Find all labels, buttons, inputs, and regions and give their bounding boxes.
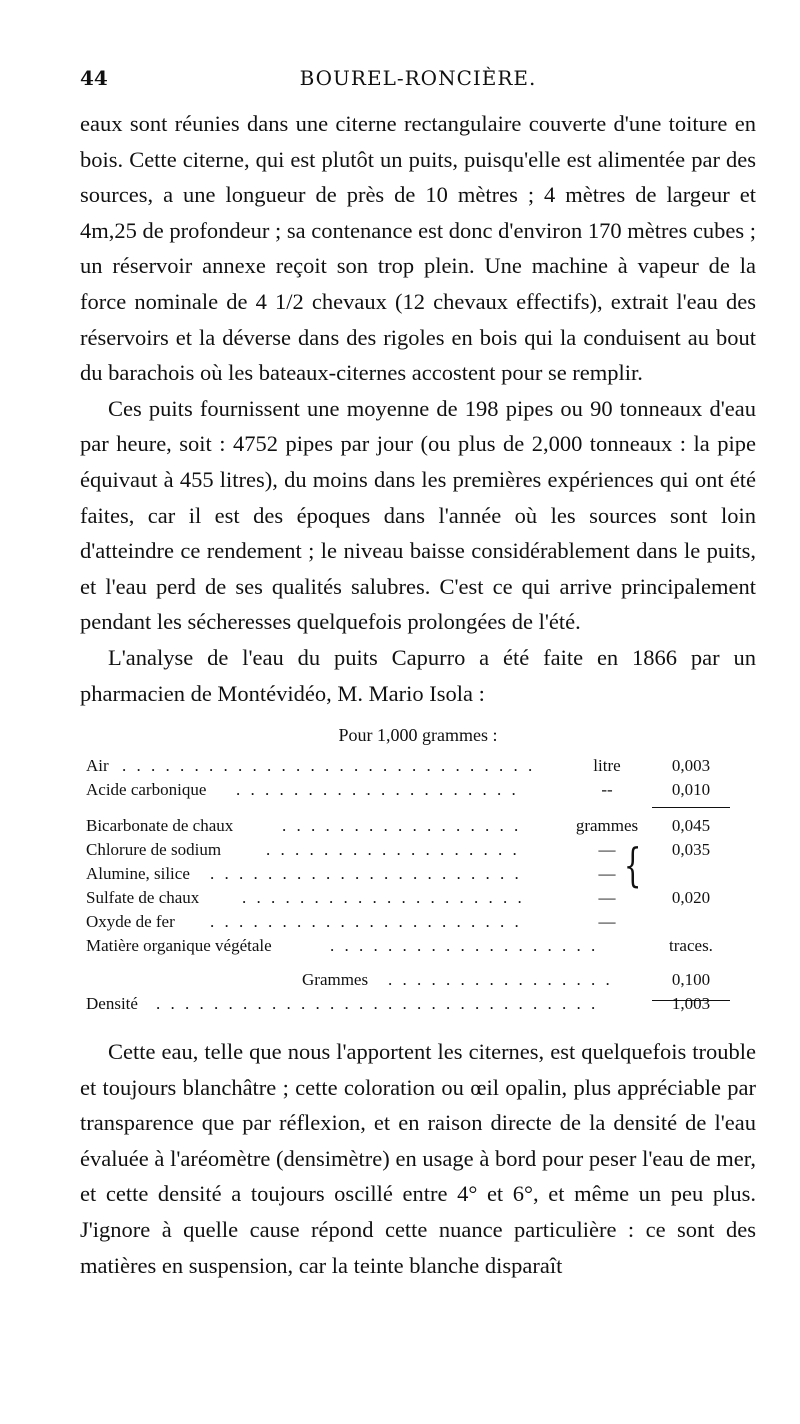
row-label: Acide carbonique xyxy=(86,780,207,800)
page-number: 44 xyxy=(80,66,108,90)
row-value: 0,010 xyxy=(671,780,711,800)
grouped-value: 0,020 xyxy=(671,888,711,908)
row-label: Matière organique végétale xyxy=(86,936,272,956)
running-head xyxy=(80,66,756,106)
sum-rule xyxy=(652,807,730,808)
row-unit: -- xyxy=(601,780,613,800)
paragraph-2: Ces puits fournissent une moyenne de 198 pipes ou 90 tonneaux d'eau par heure, soit : 4752 pipes par jour (ou plus de 2,000 tonneaux : la pipe équivaut à 455 litres), du moins dans les premières expériences qui ont été faites, car il est des époques dans l'année où les sources sont loin d'atteindre ce rendement ; le niveau baisse considérablement dans le puits, et l'eau perd de ses qualités salubres. C'est ce qui arrive principalement pendant les sécheresses quelquefois prolongées de l'été. xyxy=(80,395,756,635)
table-row xyxy=(86,910,746,934)
table-row xyxy=(86,934,746,958)
table-row xyxy=(86,814,746,838)
table-row xyxy=(86,886,746,910)
row-label: Air xyxy=(86,756,109,776)
row-label: Chlorure de sodium xyxy=(86,840,222,860)
page xyxy=(80,66,756,1283)
closing-paragraph: Cette eau, telle que nous l'apportent les citernes, est quelquefois trouble et toujours blanchâtre ; cette coloration ou œil opalin, plus appréciable par transparence que par réflexion, et en raison directe de la densité de l'eau évaluée à l'aréomètre (densimètre) en usage à bord pour peser l'eau de mer, et cette densité a toujours oscillé entre 4° et 6°, et même un peu plus. J'ignore à quelle cause répond cette nuance particulière : ce sont des matières en suspension, car la teinte blanche disparaît xyxy=(80,1039,756,1278)
table-row xyxy=(86,992,746,1016)
leader-dots: . . . . . . . . . . . . . . . . . . . xyxy=(330,936,599,956)
row-unit: litre xyxy=(593,756,621,776)
row-label: Densité xyxy=(86,994,138,1014)
row-unit: grammes xyxy=(575,816,639,836)
leader-dots: . . . . . . . . . . . . . . . . . . xyxy=(266,840,520,860)
row-label: Bicarbonate de chaux xyxy=(86,816,234,836)
leader-dots: . . . . . . . . . . . . . . . . xyxy=(388,970,613,990)
paragraph-1: eaux sont réunies dans une citerne rectangulaire couverte d'une toiture en bois. Cette citerne, qui est plutôt un puits, puisqu'elle est alimentée par des sources, a une longueur de près de 10 mètres ; 4 mètres de largeur et 4m,25 de profondeur ; sa contenance est donc d'environ 170 mètres cubes ; un réservoir annexe reçoit son trop plein. Une machine à vapeur de la force nominale de 4 1/2 chevaux (12 chevaux effectifs), extrait l'eau des réservoirs et la déverse dans des rigoles en bois qui la conduisent au bout du barachois où les bateaux-citernes accostent pour se remplir. xyxy=(80,111,756,386)
leader-dots: . . . . . . . . . . . . . . . . . . . . . . . . . . . . . . . xyxy=(156,994,599,1014)
table-row xyxy=(86,754,746,778)
table-row xyxy=(86,838,746,862)
leader-dots: . . . . . . . . . . . . . . . . . . . . xyxy=(242,888,525,908)
row-unit: — xyxy=(598,840,616,860)
row-value: 0,035 xyxy=(671,840,711,860)
leader-dots: . . . . . . . . . . . . . . . . . . . . . . xyxy=(210,864,522,884)
row-unit: — xyxy=(598,864,616,884)
table-row xyxy=(86,862,746,886)
row-value: 0,045 xyxy=(671,816,711,836)
analysis-table xyxy=(86,754,746,1016)
leader-dots: . . . . . . . . . . . . . . . . . . . . xyxy=(236,780,519,800)
row-unit: — xyxy=(598,888,616,908)
row-value: 0,100 xyxy=(671,970,711,990)
grouping-brace: { xyxy=(623,838,642,893)
analysis-table-title: Pour 1,000 grammes : xyxy=(338,725,498,746)
row-label: Alumine, silice xyxy=(86,864,190,884)
row-label: Grammes xyxy=(302,970,369,990)
row-value: traces. xyxy=(669,936,713,956)
leader-dots: . . . . . . . . . . . . . . . . . xyxy=(282,816,522,836)
leader-dots: . . . . . . . . . . . . . . . . . . . . . . . . . . . . . xyxy=(122,756,536,776)
paragraph-3: L'analyse de l'eau du puits Capurro a été faite en 1866 par un pharmacien de Montévidéo, M. Mario Isola : xyxy=(80,644,756,706)
table-row xyxy=(86,778,746,802)
row-value: 0,003 xyxy=(671,756,711,776)
running-title: BOUREL-RONCIÈRE. xyxy=(299,66,537,90)
table-row xyxy=(86,968,746,992)
row-unit: — xyxy=(598,912,616,932)
row-label: Oxyde de fer xyxy=(86,912,175,932)
leader-dots: . . . . . . . . . . . . . . . . . . . . . . xyxy=(210,912,522,932)
row-label: Sulfate de chaux xyxy=(86,888,200,908)
row-value: 1,003 xyxy=(671,994,711,1014)
